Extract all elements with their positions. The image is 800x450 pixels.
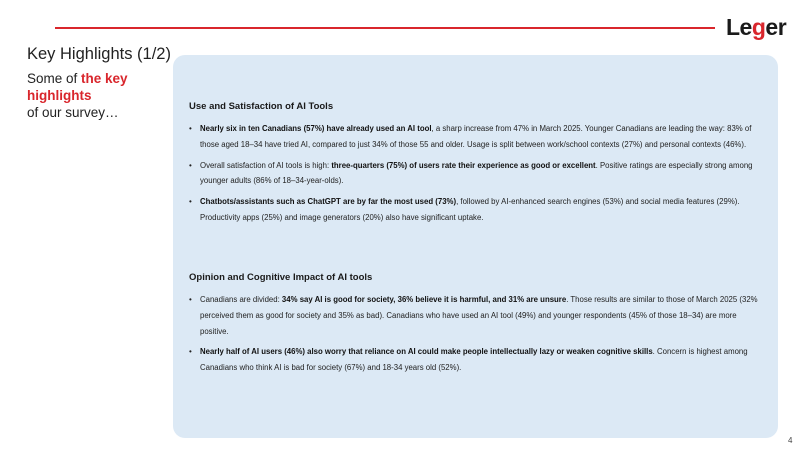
bullet-item: • Nearly half of AI users (46%) also worry that reliance on AI could make people intellectually lazy or weaken cognitive skills. Concern is highest among Canadians who think AI is bad for society (67%) and 18-34 years old (52%).	[189, 344, 764, 376]
page-title: Key Highlights (1/2)	[27, 45, 171, 63]
header-rule	[55, 27, 715, 29]
bullet-item: • Nearly six in ten Canadians (57%) have already used an AI tool, a sharp increase from 47% in March 2025. Younger Canadians are leading the way: 83% of those aged 18–34 have tried AI, compared to just 34% of those 55 and older. Usage is split between work/school contexts (27%) and personal contexts (46%).	[189, 121, 764, 153]
leger-logo: Leger	[726, 14, 787, 40]
bullet-item: • Chatbots/assistants such as ChatGPT are by far the most used (73%), followed by AI-enhanced search engines (53%) and social media features (29%). Productivity apps (25%) and image generators (20%) also have significant uptake.	[189, 194, 764, 226]
subtitle-highlight: the key highlights	[27, 71, 128, 103]
section-title-use: Use and Satisfaction of AI Tools	[189, 101, 334, 112]
bullet-list-use	[189, 121, 764, 231]
bullet-item: • Overall satisfaction of AI tools is high: three-quarters (75%) of users rate their experience as good or excellent. Positive ratings are especially strong among younger adults (86% of 18–34-year-olds).	[189, 158, 764, 190]
bullet-item: • Canadians are divided: 34% say AI is good for society, 36% believe it is harmful, and 31% are unsure. Those results are similar to those of March 2025 (32% perceived them as good for society and 35% as bad). Canadians who have used an AI tool (49%) and younger respondents (45% of those 18–34) are more positive.	[189, 292, 764, 339]
bullet-list-opinion	[189, 292, 764, 381]
section-title-opinion: Opinion and Cognitive Impact of AI tools	[189, 272, 373, 283]
page-number: 4	[788, 436, 793, 445]
page-subtitle: Some of the key highlights of our survey…	[27, 71, 128, 120]
